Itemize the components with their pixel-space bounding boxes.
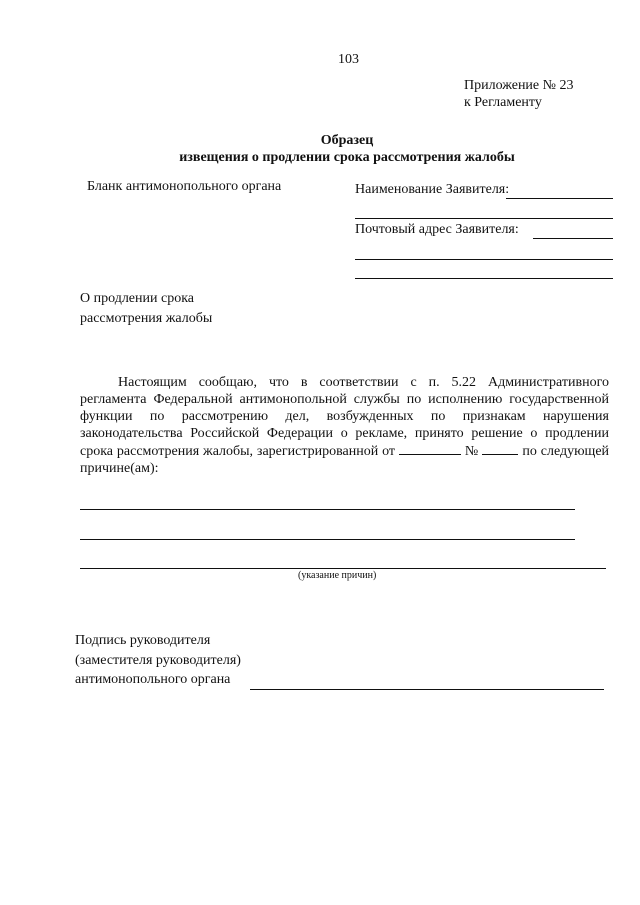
signature-label-line-2: (заместителя руководителя) <box>75 653 241 668</box>
applicant-address-line <box>533 238 613 239</box>
document-subtitle: извещения о продлении срока рассмотрения жалобы <box>179 150 515 165</box>
applicant-address-label: Почтовый адрес Заявителя: <box>355 222 519 237</box>
subject-line-2: рассмотрения жалобы <box>80 311 213 326</box>
signature-label-line-3: антимонопольного органа <box>75 672 231 687</box>
notice-text: Настоящим сообщаю, что в соответствии с п. 5.22 Административного регламента Федеральной антимонопольной службы по исполнению государственной функции по рассмотрению дел, возбужденных по признакам нарушения законодательства Российской Федерации о рекламе, принято решение о продлении срока рассмотрения жалобы, зарегистрированной от <box>80 375 609 459</box>
reason-line-2 <box>80 539 575 540</box>
applicant-name-line <box>506 198 613 199</box>
reason-caption: (указание причин) <box>298 570 377 581</box>
appendix-reference: к Регламенту <box>464 95 542 110</box>
appendix-number: Приложение № 23 <box>464 78 574 93</box>
applicant-address-line-2 <box>355 259 613 260</box>
notice-body <box>80 374 609 477</box>
applicant-name-line-2 <box>355 218 613 219</box>
number-sign: № <box>464 444 479 459</box>
reason-line-3 <box>80 568 606 569</box>
applicant-address-line-3 <box>355 278 613 279</box>
reason-line-1 <box>80 509 575 510</box>
reason-intro: по следующей причине(ам): <box>80 444 610 476</box>
applicant-name-label: Наименование Заявителя: <box>355 182 510 197</box>
signature-label-line-1: Подпись руководителя <box>75 633 211 648</box>
subject-line-1: О продлении срока <box>80 291 195 306</box>
reg-number-blank <box>482 442 518 455</box>
date-blank <box>399 442 461 455</box>
document-title: Образец <box>320 133 374 148</box>
letterhead-label: Бланк антимонопольного органа <box>87 179 282 194</box>
page-number: 103 <box>338 52 359 67</box>
signature-line <box>250 689 604 690</box>
